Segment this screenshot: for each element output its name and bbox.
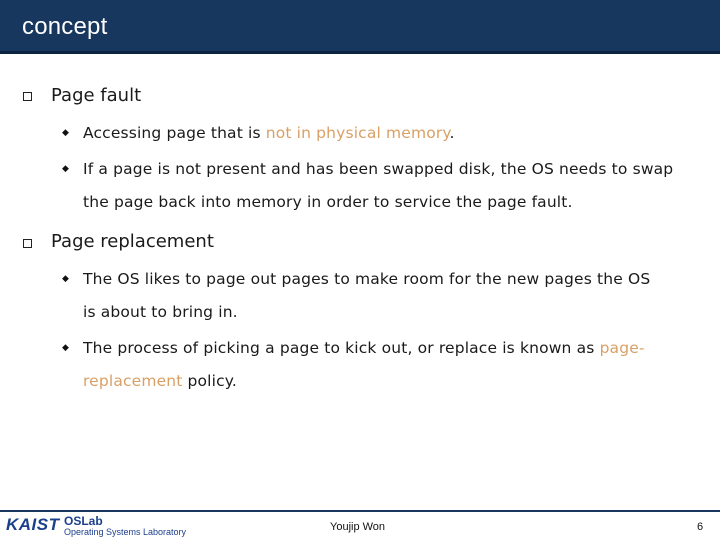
footer-author: Youjip Won: [330, 521, 386, 533]
highlight-text: replacement: [83, 372, 183, 390]
sub-bullet-text: .: [449, 124, 455, 142]
slide-title: concept: [22, 13, 108, 40]
bullet-heading: Page replacement: [51, 231, 214, 252]
sub-bullet-line: is about to bring in.: [83, 303, 238, 321]
page-number: 6: [697, 521, 704, 533]
oslab-logo-subtitle: Operating Systems Laboratory: [64, 527, 187, 537]
diamond-bullet-icon: ◆: [62, 128, 69, 138]
oslab-logo: [6, 515, 196, 539]
bullet-heading: Page fault: [51, 85, 142, 106]
sub-bullet-line: [83, 365, 703, 398]
diamond-bullet-icon: ◆: [62, 164, 69, 174]
sub-bullet: [83, 263, 703, 329]
square-bullet-icon: [23, 239, 32, 248]
square-bullet-icon: [23, 92, 32, 101]
sub-bullet-line: If a page is not present and has been swapped disk, the OS needs to swap: [83, 160, 674, 178]
sub-bullet-line: [83, 332, 703, 365]
kaist-logo-text: KAIST: [6, 515, 60, 534]
sub-bullet-line: the page back into memory in order to service the page fault.: [83, 193, 573, 211]
oslab-logo-text: OSLab: [64, 514, 103, 528]
sub-bullet: [83, 332, 703, 398]
diamond-bullet-icon: ◆: [62, 343, 69, 353]
sub-bullet: [83, 117, 703, 150]
footer-divider: [0, 510, 720, 512]
sub-bullet-text: Accessing page that is: [83, 124, 266, 142]
sub-bullet: [83, 153, 703, 219]
diamond-bullet-icon: ◆: [62, 274, 69, 284]
sub-bullet-line: The OS likes to page out pages to make room for the new pages the OS: [83, 270, 651, 288]
highlight-text: not in physical memory: [265, 124, 450, 142]
sub-bullet-text: policy.: [182, 372, 237, 390]
sub-bullet-text: The process of picking a page to kick out, or replace is known as: [83, 339, 600, 357]
highlight-text: page-: [599, 339, 645, 357]
